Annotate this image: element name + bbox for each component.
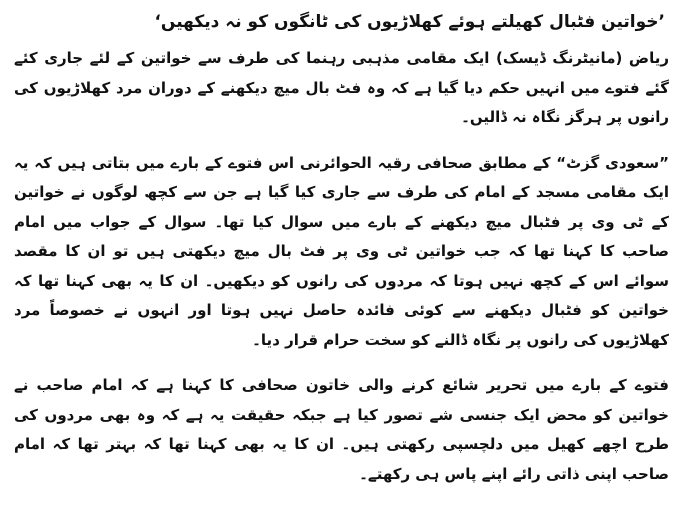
article-paragraph-3: فتوے کے بارے میں تحریر شائع کرنے والی خاتون صحافی کا کہنا ہے کہ امام صاحب نے خواتین کو محض ایک جنسی شے تصور کیا ہے جبکہ حقیقت یہ ہے کہ وہ بھی مردوں کی طرح اچھے کھیل میں دلچسپی رکھتی ہیں۔ ان کا یہ بھی کہنا تھا کہ بہتر تھا کہ امام صاحب اپنی ذاتی رائے اپنے پاس ہی رکھتے۔ [14,376,669,483]
article [14,8,669,505]
article-headline: ’خواتین فٹبال کھیلتے ہوئے کھلاڑیوں کی ٹانگوں کو نہ دیکھیں‘ [154,12,665,32]
article-paragraph-2: ”سعودی گزٹ“ کے مطابق صحافی رقیہ الحوائرنی اس فتوے کے بارے میں بتاتی ہیں کہ یہ ایک مقامی مسجد کے امام کی طرف سے جاری کیا گیا ہے جن سے کچھ لوگوں نے خواتین کے ٹی وی پر فٹبال میچ دیکھنے کے بارے میں سوال کیا تھا۔ سوال کے جواب میں امام صاحب کا کہنا تھا کہ جب خواتین ٹی وی پر فٹ بال میچ دیکھتی ہیں تو ان کا مقصد سوائے اس کے کچھ نہیں ہوتا کہ مردوں کی رانوں کو دیکھیں۔ ان کا یہ بھی کہنا تھا کہ خواتین کو فٹبال دیکھنے سے کوئی فائدہ حاصل نہیں ہوتا اور انہوں نے خصوصاً مرد کھلاڑیوں کی رانوں پر نگاہ ڈالنے کو سخت حرام قرار دیا۔ [14,153,669,349]
article-paragraph-1: ریاض (مانیٹرنگ ڈیسک) ایک مقامی مذہبی رہنما کی طرف سے خواتین کے لئے جاری کئے گئے فتوے میں انہیں حکم دیا گیا ہے کہ وہ فٹ بال میچ دیکھنے کے دوران مرد کھلاڑیوں کی رانوں پر ہرگز نگاہ نہ ڈالیں۔ [14,49,669,126]
